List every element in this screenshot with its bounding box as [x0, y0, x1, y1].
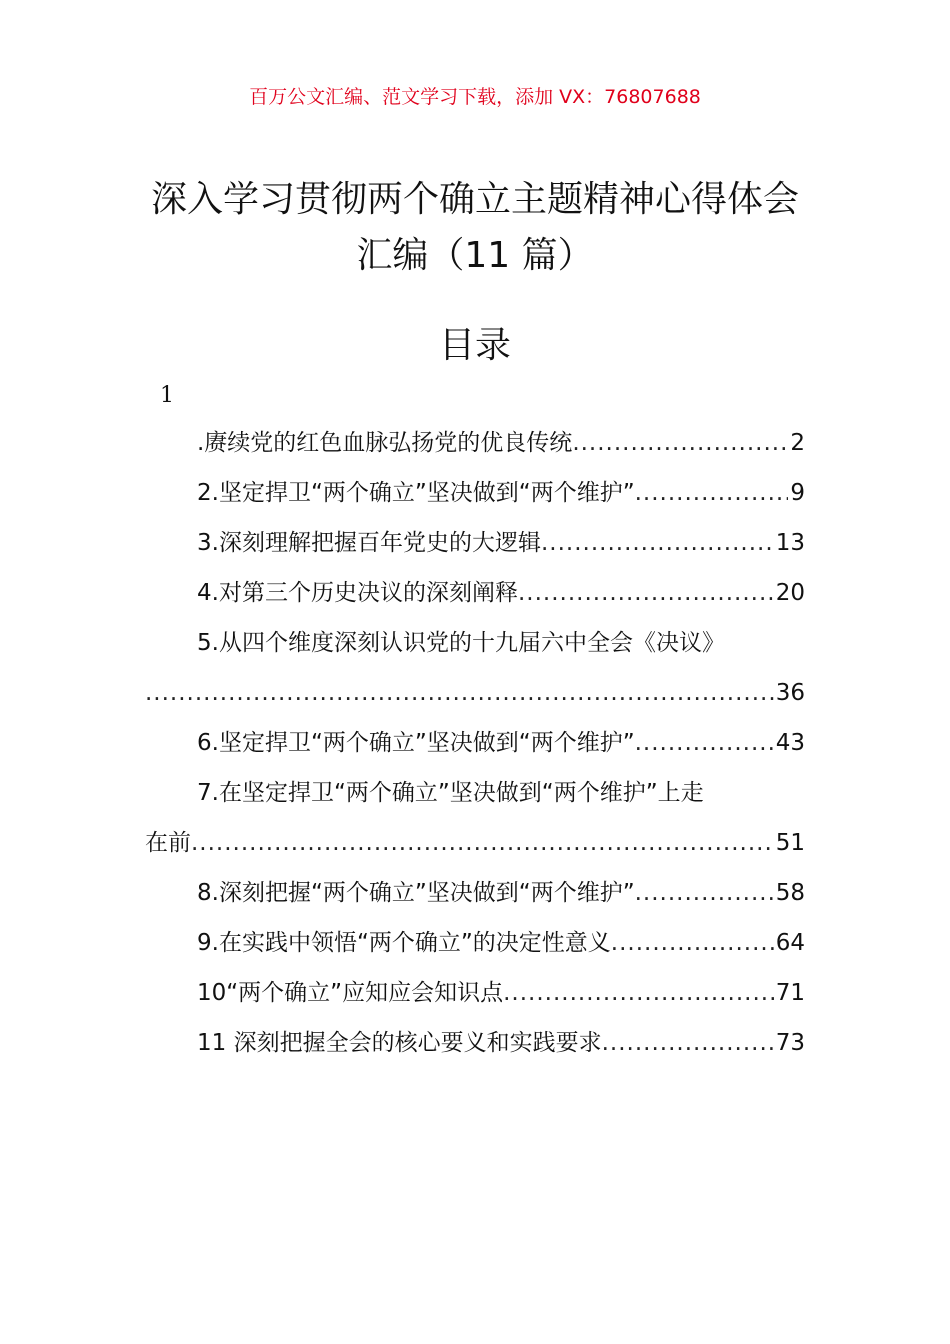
toc-entry-7[interactable] — [145, 768, 805, 868]
toc-entry-2[interactable] — [145, 468, 805, 518]
toc-entry-page: 71 — [775, 980, 805, 1006]
toc-entry-page: 9 — [790, 480, 805, 506]
toc-entry-page: 58 — [775, 880, 805, 906]
toc-entry-page: 51 — [775, 830, 805, 856]
dot-leader — [635, 718, 774, 768]
dot-leader — [145, 668, 774, 718]
document-title-line-1: 深入学习贯彻两个确立主题精神心得体会 — [150, 179, 799, 220]
watermark-header-note: 百万公文汇编、范文学习下载，添加 VX：76807688 — [249, 86, 701, 108]
toc-entry-10[interactable] — [145, 968, 805, 1018]
toc-heading: 目录 — [438, 325, 511, 366]
table-of-contents — [145, 418, 805, 1068]
toc-stray-number: 1 — [160, 383, 174, 408]
toc-entry-label: 2.坚定捍卫“两个确立”坚决做到“两个维护” — [197, 480, 635, 506]
dot-leader — [602, 1018, 774, 1068]
toc-entry-9[interactable] — [145, 918, 805, 968]
toc-entry-label: 10“两个确立”应知应会知识点 — [197, 980, 504, 1006]
toc-entry-label: 3.深刻理解把握百年党史的大逻辑 — [197, 530, 541, 556]
toc-entry-label: 6.坚定捍卫“两个确立”坚决做到“两个维护” — [197, 730, 635, 756]
toc-entry-page: 36 — [775, 680, 805, 706]
toc-entry-page: 20 — [775, 580, 805, 606]
toc-entry-label: 7.在坚定捍卫“两个确立”坚决做到“两个维护”上走 — [197, 780, 704, 806]
toc-entry-label: 9.在实践中领悟“两个确立”的决定性意义 — [197, 930, 611, 956]
toc-entry-page: 43 — [775, 730, 805, 756]
toc-entry-label: 11 深刻把握全会的核心要义和实践要求 — [197, 1030, 602, 1056]
toc-entry-4[interactable] — [145, 568, 805, 618]
dot-leader — [191, 818, 774, 868]
toc-entry-1[interactable] — [145, 418, 805, 468]
toc-entry-label: 8.深刻把握“两个确立”坚决做到“两个维护” — [197, 880, 635, 906]
toc-entry-label-continued: 在前 — [145, 830, 191, 856]
document-title-line-2: 汇编（11 篇） — [356, 235, 594, 276]
dot-leader — [635, 468, 789, 518]
dot-leader — [635, 868, 774, 918]
dot-leader — [518, 568, 774, 618]
toc-entry-label: .赓续党的红色血脉弘扬党的优良传统 — [197, 430, 573, 456]
dot-leader — [541, 518, 774, 568]
toc-entry-label: 5.从四个维度深刻认识党的十九届六中全会《决议》 — [197, 630, 725, 656]
dot-leader — [572, 418, 788, 468]
toc-entry-page: 73 — [775, 1030, 805, 1056]
toc-entry-label: 4.对第三个历史决议的深刻阐释 — [197, 580, 518, 606]
dot-leader — [503, 968, 774, 1018]
toc-entry-3[interactable] — [145, 518, 805, 568]
toc-entry-8[interactable] — [145, 868, 805, 918]
toc-entry-6[interactable] — [145, 718, 805, 768]
dot-leader — [611, 918, 774, 968]
toc-entry-page: 13 — [775, 530, 805, 556]
toc-entry-11[interactable] — [145, 1018, 805, 1068]
document-title — [0, 172, 950, 284]
toc-entry-page: 64 — [775, 930, 805, 956]
toc-entry-5[interactable] — [145, 618, 805, 718]
toc-entry-page: 2 — [790, 430, 805, 456]
